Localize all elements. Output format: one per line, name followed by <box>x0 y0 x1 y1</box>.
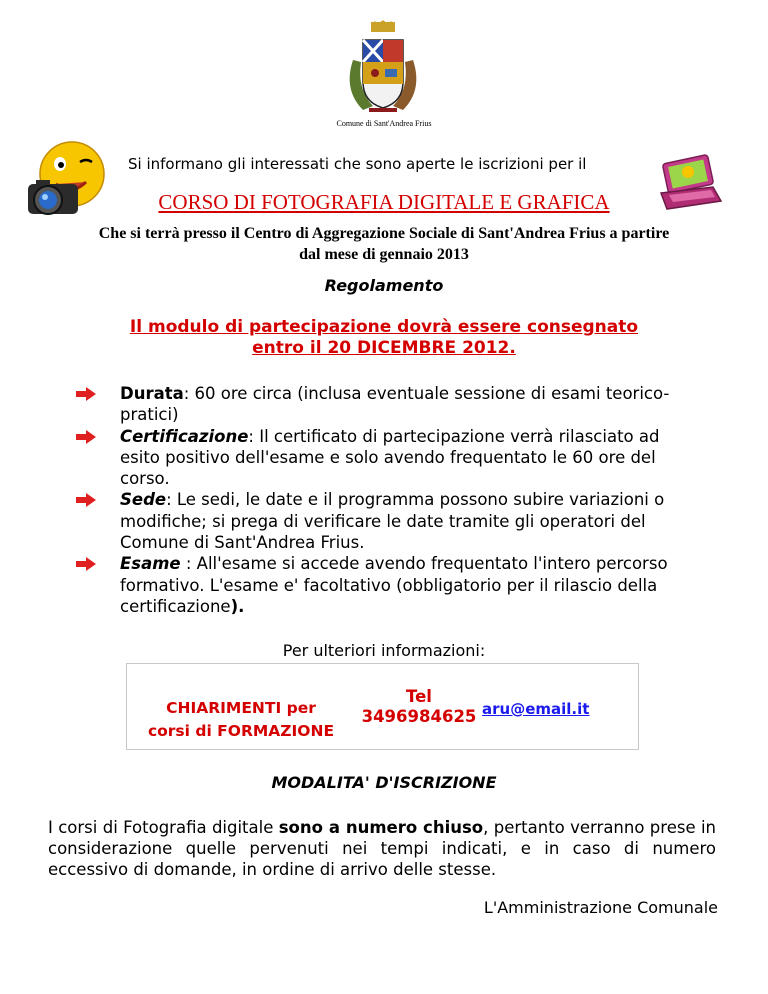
rule-text: : Il certificato di partecipazione verrà rilasciato ad esito positivo dell'esame e solo avendo frequentato le 60 ore del corso. <box>120 426 660 489</box>
signature: L'Amministrazione Comunale <box>483 898 718 917</box>
tel-label: Tel <box>406 687 432 706</box>
contact-label <box>126 697 356 743</box>
per-info-text: Per ulteriori informazioni: <box>282 641 486 660</box>
red-arrow-icon <box>76 387 96 401</box>
red-arrow-icon <box>76 493 96 507</box>
rule-text: : 60 ore circa (inclusa eventuale sessione di esami teorico-pratici) <box>120 384 670 425</box>
email-link[interactable]: aru@email.it <box>482 700 590 718</box>
rule-durata <box>76 383 696 426</box>
paragraph-rest: , pertanto verranno prese in considerazione quelle pervenuti nei tempi indicati, e in caso di numero eccessivo di domande, in ordine di arrivo delle stesse. <box>48 818 716 879</box>
intro-text: Si informano gli interessati che sono aperte le iscrizioni per il <box>128 155 587 173</box>
rule-text: : All'esame si accede avendo frequentato l'intero percorso formativo. L'esame e' facoltativo (obbligatorio per il rilascio della certificazione <box>120 554 668 616</box>
paragraph-bold: sono a numero chiuso <box>278 818 484 837</box>
comune-caption: Comune di Sant'Andrea Frius <box>336 119 432 128</box>
rule-label: Esame <box>120 554 181 574</box>
coat-of-arms-icon <box>333 20 433 120</box>
subtitle-line-2: dal mese di gennaio 2013 <box>299 246 469 263</box>
paragraph-start: I corsi di Fotografia digitale <box>48 818 279 837</box>
deadline-line-2: entro il 20 DICEMBRE 2012. <box>252 338 516 358</box>
rule-text: : Le sedi, le date e il programma possono subire variazioni o modifiche; si prega di verificare le date tramite gli operatori del Comune di Sant'Andrea Frius. <box>120 490 665 553</box>
regolamento-heading: Regolamento <box>324 276 444 295</box>
rule-label: Durata <box>120 384 184 403</box>
rule-tail: ). <box>230 596 245 616</box>
rule-sede <box>76 489 696 553</box>
rule-label: Sede <box>120 490 167 510</box>
modalita-paragraph <box>48 817 716 880</box>
rule-label: Certificazione <box>120 426 249 446</box>
rules-list <box>76 383 696 617</box>
tel-number: 3496984625 <box>361 707 477 726</box>
subtitle-line-1: Che si terrà presso il Centro di Aggregazione Sociale di Sant'Andrea Frius a partire <box>98 225 670 242</box>
contact-label-line-1: CHIARIMENTI per <box>166 699 316 717</box>
course-title: CORSO DI FOTOGRAFIA DIGITALE E GRAFICA <box>158 190 610 214</box>
rule-certificazione <box>76 426 696 490</box>
deadline-line-1: Il modulo di partecipazione dovrà essere consegnato <box>129 317 639 337</box>
course-subtitle <box>0 223 768 265</box>
modalita-heading: MODALITA' D'ISCRIZIONE <box>271 773 497 792</box>
contact-phone <box>356 687 482 727</box>
rule-esame <box>76 553 696 617</box>
contact-label-line-2: corsi di FORMAZIONE <box>147 722 335 740</box>
red-arrow-icon <box>76 430 96 444</box>
deadline-notice <box>0 317 768 359</box>
red-arrow-icon <box>76 557 96 571</box>
